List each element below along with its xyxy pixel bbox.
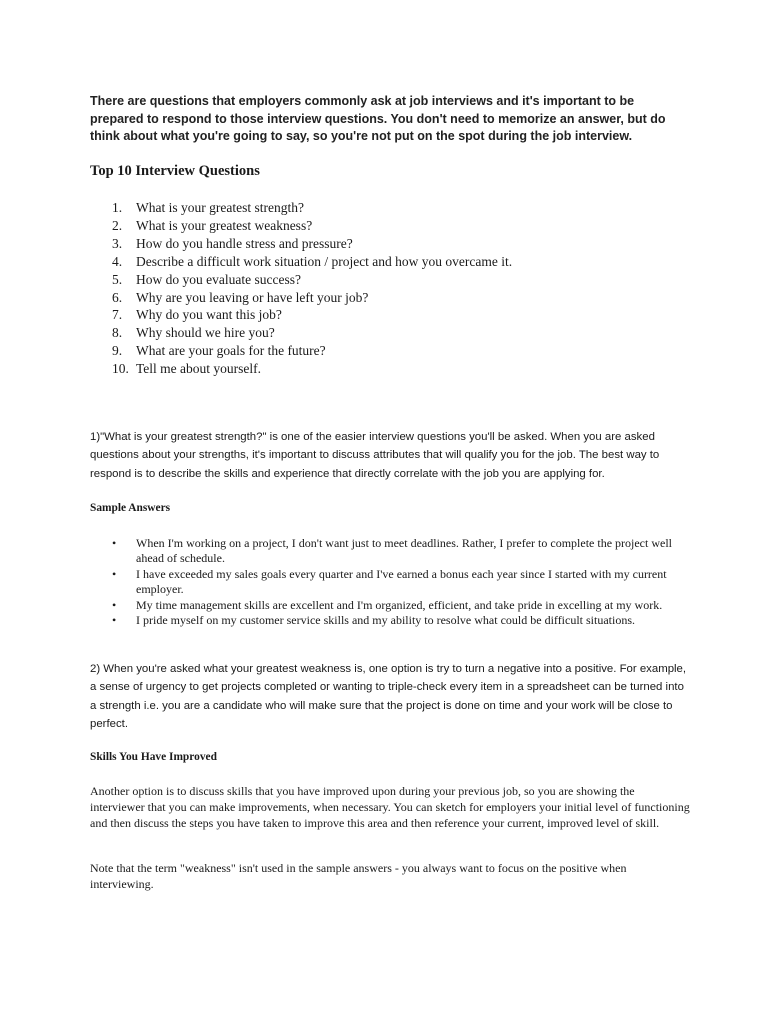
sample-answer-item [112,613,682,628]
question-item [112,217,512,235]
question-text: Why are you leaving or have left your job? [136,289,369,305]
question-number: 7. [112,307,123,323]
sample-answer-text: I have exceeded my sales goals every quarter and I've earned a bonus each year since I started with my current employer. [136,566,667,597]
skills-improved-heading: Skills You Have Improved [90,751,217,763]
question-text: What is your greatest strength? [136,200,304,215]
top-questions-heading: Top 10 Interview Questions [90,163,260,179]
question-item [112,306,512,324]
question-text: Why do you want this job? [136,307,282,323]
sample-answer-text: I pride myself on my customer service skills and my ability to resolve what could be difficult situations. [136,613,636,628]
question-number: 10. [112,361,129,377]
question-text: Why should we hire you? [136,325,275,341]
question-number: 8. [112,325,123,341]
bullet-icon: • [112,613,117,628]
question-number: 1. [112,200,123,215]
bullet-icon: • [112,536,117,550]
question-item [112,235,512,253]
sample-answer-text: When I'm working on a project, I don't want just to meet deadlines. Rather, I prefer to complete the project well ahead of schedule. [136,536,673,566]
intro-paragraph: There are questions that employers commonly ask at job interviews and it's important to be prepared to respond to those interview questions. You don't need to memorize an answer, but do think about what you're going to say, so you're not put on the spot during the job interview. [90,94,666,143]
question-item [112,324,512,342]
sample-answers-list [112,536,682,628]
question-item [112,253,512,271]
question-item [112,289,512,307]
question-text: What are your goals for the future? [136,343,326,359]
questions-list [112,199,512,378]
question-number: 6. [112,289,123,305]
question-text: How do you handle stress and pressure? [136,235,353,251]
sample-answers-heading: Sample Answers [90,502,171,514]
question-item [112,271,512,289]
strength-paragraph: 1)"What is your greatest strength?" is one of the easier interview questions you'll be asked. When you are asked questions about your strengths, it's important to discuss attributes that will qualify you for the job. The best way to respond is to describe the skills and experience that directly correlate with the job you are applying for. [90,431,660,480]
question-number: 5. [112,271,123,287]
weakness-paragraph: 2) When you're asked what your greatest weakness is, one option is try to turn a negative into a positive. For example, a sense of urgency to get projects completed or wanting to triple-check every item in a spreadsheet can be turned into a strength i.e. you are a candidate who will make sure that the project is done on time and your work will be close to perfect. [90,663,687,730]
question-text: Describe a difficult work situation / project and how you overcame it. [136,253,513,269]
bullet-icon: • [112,597,117,612]
note-paragraph: Note that the term "weakness" isn't used in the sample answers - you always want to focus on the positive when interviewing. [90,861,627,891]
sample-answer-item [112,536,682,567]
question-item [112,342,512,360]
question-text: What is your greatest weakness? [136,217,313,233]
sample-answer-item [112,598,682,613]
question-item [112,199,512,217]
question-text: Tell me about yourself. [136,361,262,377]
question-item [112,360,512,378]
sample-answer-item [112,567,682,598]
bullet-icon: • [112,566,117,581]
skills-paragraph: Another option is to discuss skills that you have improved upon during your previous job, so you are showing the interviewer that you can make improvements, when necessary. You can sketch for employers your initial level of functioning and then discuss the steps you have taken to improve this area and then reference your current, improved level of skill. [90,784,690,830]
sample-answer-text: My time management skills are excellent and I'm organized, efficient, and take pride in excelling at my work. [136,597,663,612]
question-number: 3. [112,235,123,251]
question-number: 2. [112,217,123,233]
question-number: 4. [112,253,123,269]
question-number: 9. [112,343,123,359]
question-text: How do you evaluate success? [136,271,301,287]
